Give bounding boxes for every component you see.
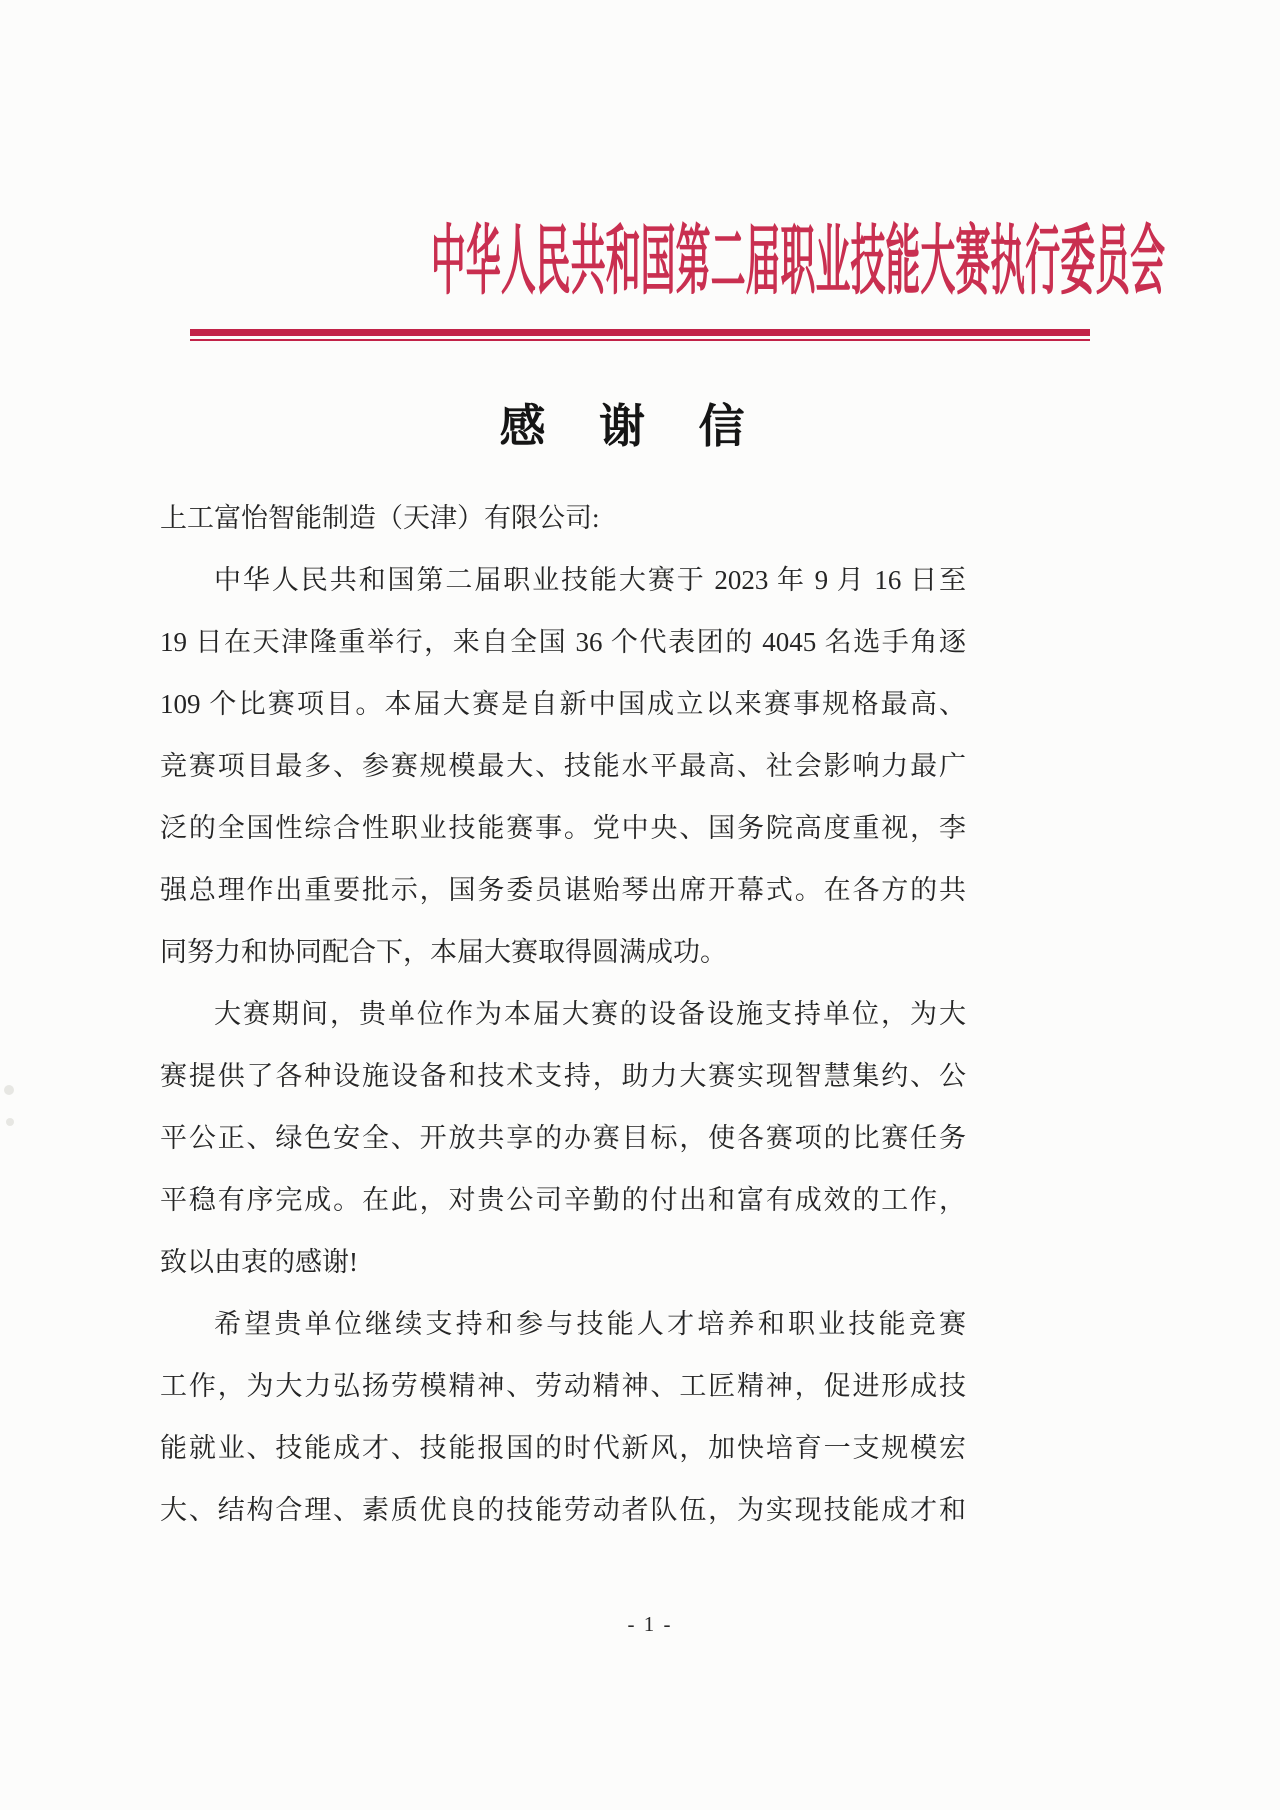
body-line: 工作，为大力弘扬劳模精神、劳动精神、工匠精神，促进形成技 [160, 1371, 966, 1401]
letter-body [160, 487, 966, 1541]
body-line: 希望贵单位继续支持和参与技能人才培养和职业技能竞赛 [214, 1309, 966, 1339]
body-line: 泛的全国性综合性职业技能赛事。党中央、国务院高度重视，李 [160, 813, 966, 843]
body-line: 109 个比赛项目。本届大赛是自新中国成立以来赛事规格最高、 [160, 689, 966, 719]
letterhead [0, 220, 1166, 305]
body-line: 致以由衷的感谢! [160, 1247, 358, 1277]
body-line: 大赛期间，贵单位作为本届大赛的设备设施支持单位，为大 [214, 999, 966, 1029]
body-line: 赛提供了各种设施设备和技术支持，助力大赛实现智慧集约、公 [160, 1061, 966, 1091]
body-line: 19 日在天津隆重举行，来自全国 36 个代表团的 4045 名选手角逐 [160, 627, 966, 657]
scan-artifact [4, 1085, 14, 1095]
body-line: 平稳有序完成。在此，对贵公司辛勤的付出和富有成效的工作， [160, 1185, 966, 1215]
letter-title: 感 谢 信 [499, 401, 766, 452]
salutation: 上工富怡智能制造（天津）有限公司: [160, 503, 600, 533]
body-line: 竞赛项目最多、参赛规模最大、技能水平最高、社会影响力最广 [160, 751, 966, 781]
letterhead-rule-thick [190, 329, 1090, 336]
body-line: 平公正、绿色安全、开放共享的办赛目标，使各赛项的比赛任务 [160, 1123, 966, 1153]
scan-artifact [6, 1118, 14, 1126]
body-line: 能就业、技能成才、技能报国的时代新风，加快培育一支规模宏 [160, 1433, 966, 1463]
body-line: 大、结构合理、素质优良的技能劳动者队伍，为实现技能成才和 [160, 1495, 966, 1525]
body-line: 强总理作出重要批示，国务委员谌贻琴出席开幕式。在各方的共 [160, 875, 966, 905]
body-line: 中华人民共和国第二届职业技能大赛于 2023 年 9 月 16 日至 [214, 565, 966, 595]
letterhead-rule-thin [190, 339, 1090, 341]
body-line: 同努力和协同配合下，本届大赛取得圆满成功。 [160, 937, 727, 967]
letterhead-title: 中华人民共和国第二届职业技能大赛执行委员会 [430, 220, 1166, 304]
page-number: - 1 - [627, 1612, 673, 1636]
